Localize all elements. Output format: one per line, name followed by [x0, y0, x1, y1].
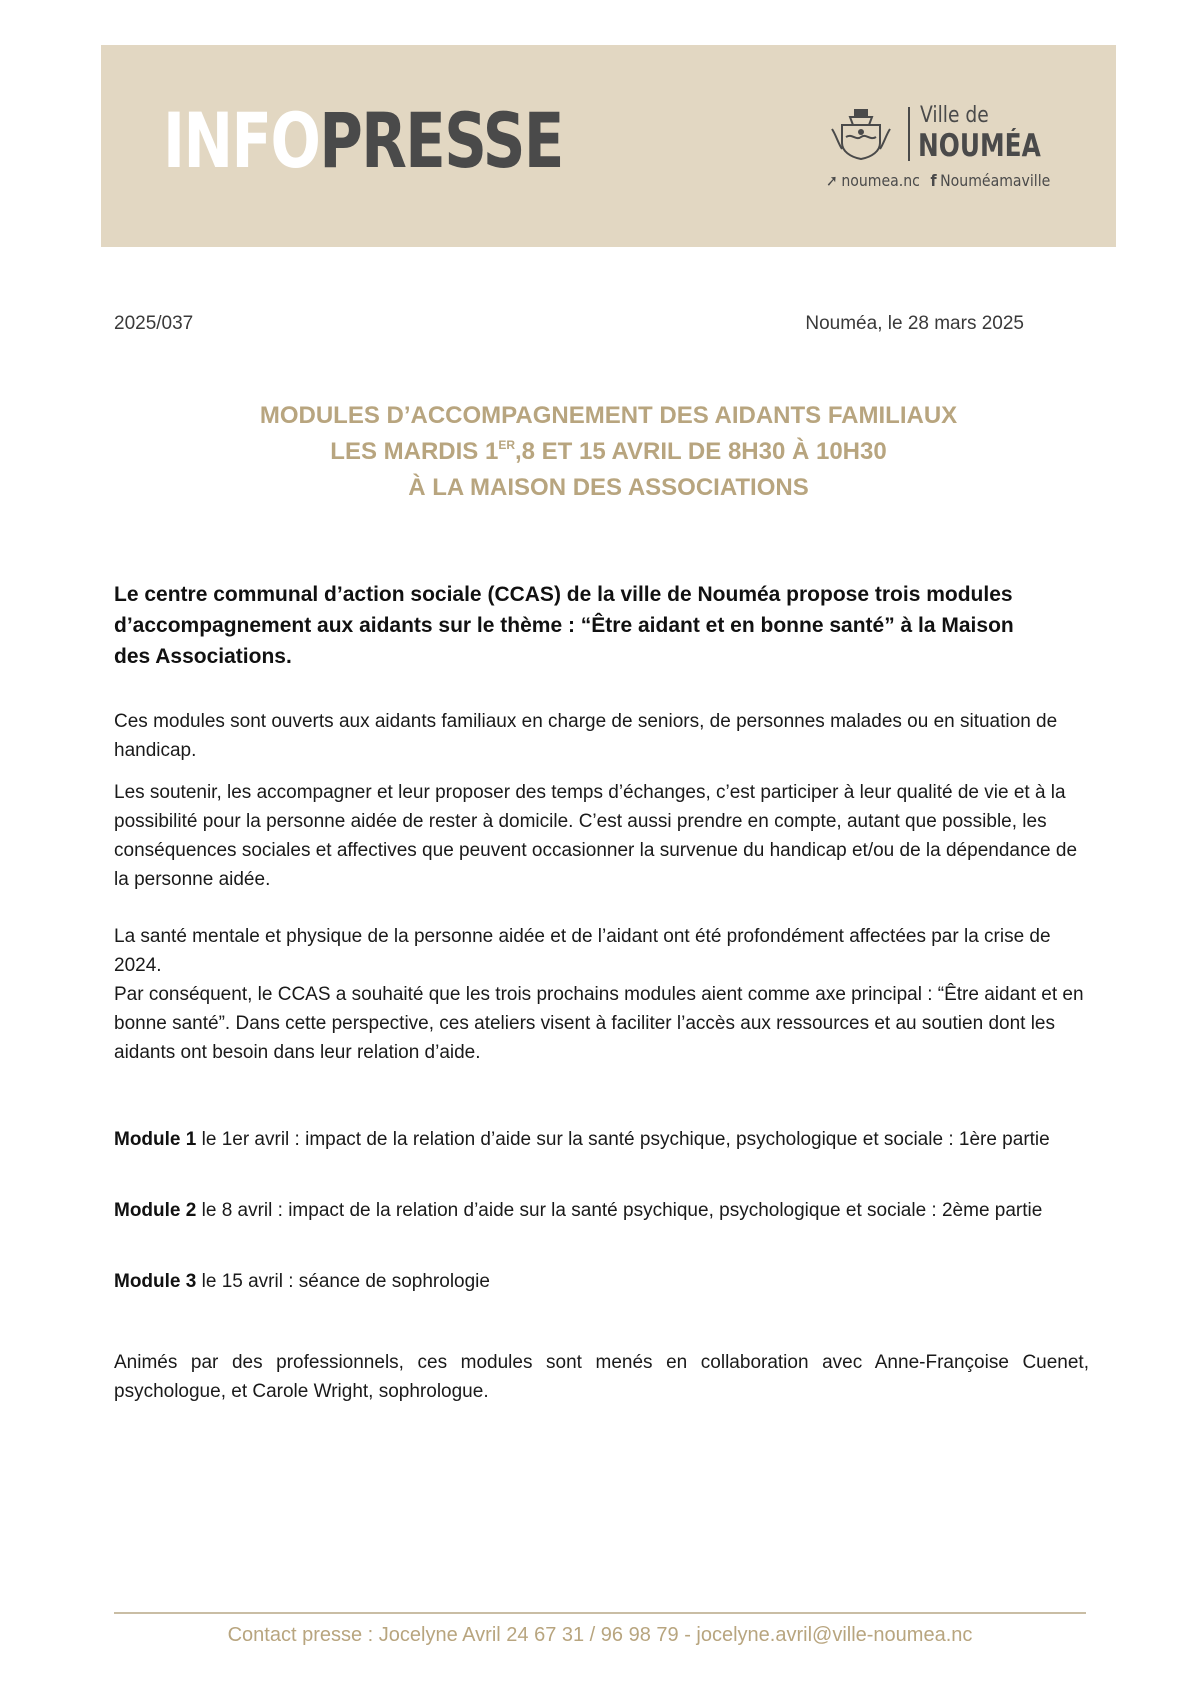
module-label: Module 1	[114, 1129, 197, 1150]
module-text: le 1er avril : impact de la relation d’aide sur la santé psychique, psychologique et sociale : 1ère partie	[196, 1129, 1050, 1150]
title-line-2-start: LES MARDIS 1	[330, 438, 499, 465]
logo-links	[826, 171, 1050, 190]
city-crest-icon	[828, 107, 894, 163]
city-logo	[824, 101, 1084, 191]
module-text: le 15 avril : séance de sophrologie	[196, 1271, 490, 1292]
title-line-1: MODULES D’ACCOMPAGNEMENT DES AIDANTS FAMILIAUX	[259, 402, 958, 429]
footer-divider	[114, 1612, 1086, 1614]
paragraph-3	[114, 922, 1089, 1067]
logo-separator	[908, 107, 910, 161]
logo-ville-de: Ville de	[920, 103, 989, 128]
module-text: le 8 avril : impact de la relation d’aide sur la santé psychique, psychologique et sociale : 2ème partie	[196, 1200, 1043, 1221]
brand-presse: PRESSE	[319, 96, 563, 185]
lead-paragraph: Le centre communal d’action sociale (CCAS) de la ville de Nouméa propose trois modules d’accompagnement aux aidants sur le thème : “Être aidant et en bonne santé” à la Maison des Associations.	[114, 583, 1014, 668]
paragraph-3b: Par conséquent, le CCAS a souhaité que les trois prochains modules aient comme axe principal : “Être aidant et en bonne santé”. Dans cette perspective, ces ateliers visent à faciliter l’accès aux ressources et au soutien dont les aidants ont besoin dans leur relation d’aide.	[114, 984, 1084, 1063]
paragraph-2: Les soutenir, les accompagner et leur proposer des temps d’échanges, c’est participer à leur qualité de vie et à la possibilité pour la personne aidée de rester à domicile. C’est aussi prendre en compte, autant que possible, les conséquences sociales et affectives que peuvent occasionner la survenue du handicap et/ou de la dépendance de la personne aidée.	[114, 782, 1078, 890]
paragraph-4: Animés par des professionnels, ces modules sont menés en collaboration avec Anne-Françoise Cuenet, psychologue, et Carole Wright, sophrologue.	[114, 1352, 1089, 1402]
module-item	[114, 1267, 1089, 1296]
social-link[interactable]: Nouméamaville	[940, 171, 1051, 190]
title-line-2-end: ,8 ET 15 AVRIL DE 8H30 À 10H30	[514, 438, 887, 465]
footer-contact: Contact presse : Jocelyne Avril 24 67 31 / 96 98 79 - jocelyne.avril@ville-noumea.nc	[227, 1624, 973, 1646]
arrow-icon: ➚	[826, 171, 838, 190]
module-label: Module 3	[114, 1271, 197, 1292]
title-line-2	[101, 434, 1116, 470]
paragraph-1: Ces modules sont ouverts aux aidants familiaux en charge de seniors, de personnes malades ou en situation de handicap.	[114, 711, 1058, 761]
header-banner	[101, 45, 1116, 247]
module-label: Module 2	[114, 1200, 197, 1221]
logo-noumea: NOUMÉA	[918, 128, 1041, 164]
website-link[interactable]: noumea.nc	[841, 171, 920, 190]
press-reference: 2025/037	[114, 313, 194, 334]
paragraph-3a: La santé mentale et physique de la personne aidée et de l’aidant ont été profondément affectées par la crise de 2024.	[114, 926, 1051, 976]
title-superscript: ER	[498, 438, 515, 452]
title-line-3: À LA MAISON DES ASSOCIATIONS	[408, 474, 809, 501]
facebook-icon: f	[930, 171, 937, 190]
module-item	[114, 1125, 1089, 1154]
brand-title	[163, 96, 563, 185]
press-title	[101, 398, 1116, 506]
press-date: Nouméa, le 28 mars 2025	[805, 313, 1024, 334]
module-item	[114, 1196, 1089, 1225]
brand-info: INFO	[163, 96, 320, 185]
